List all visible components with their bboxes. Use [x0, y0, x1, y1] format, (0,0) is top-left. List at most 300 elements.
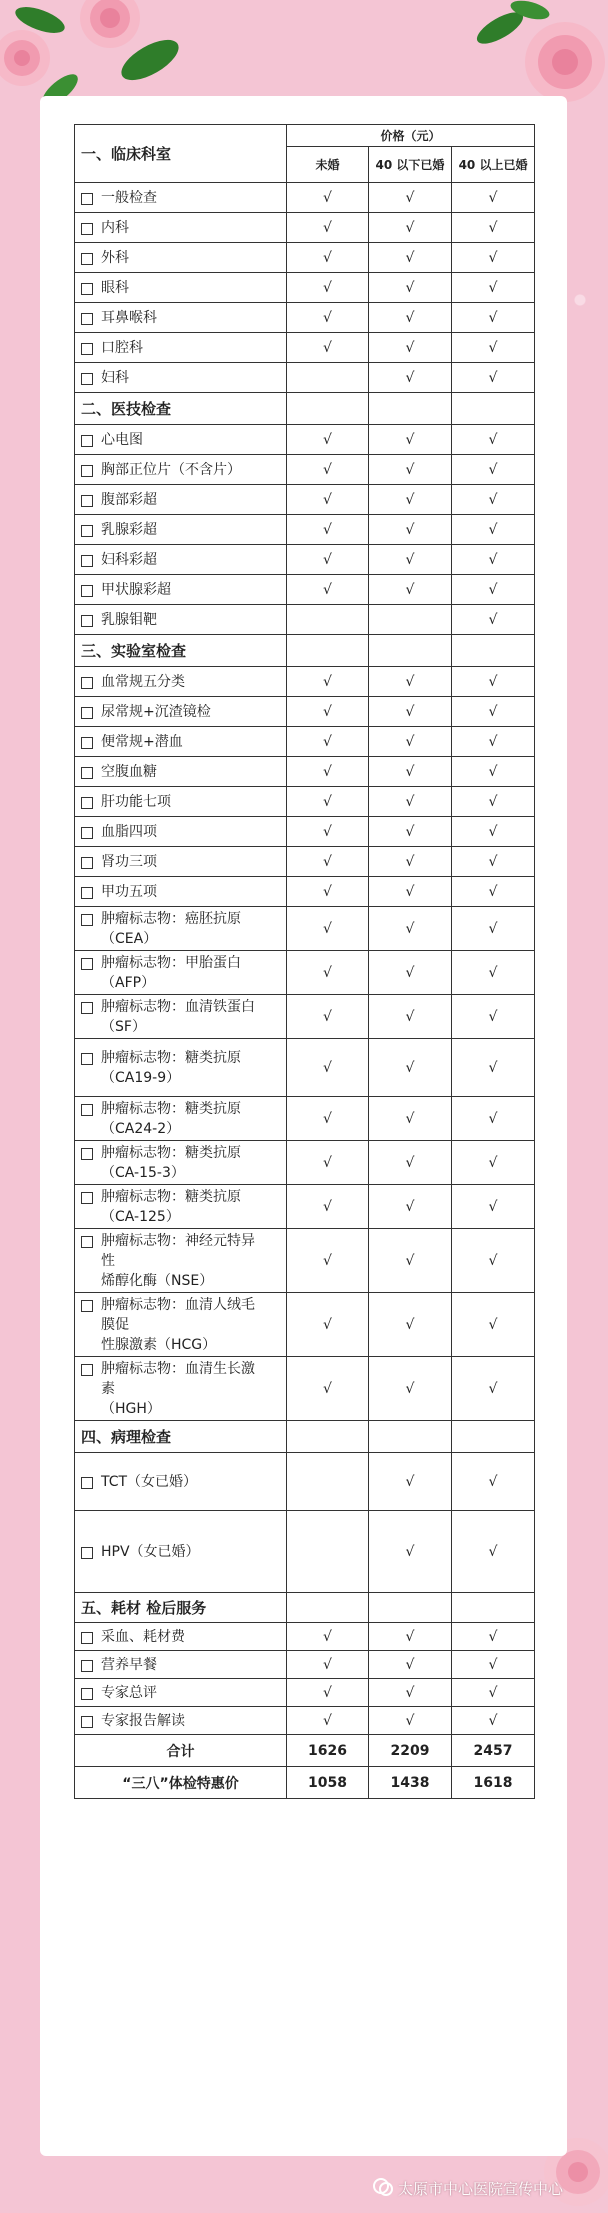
table-row — [75, 1097, 535, 1141]
check-mark-cell: √ — [369, 425, 452, 455]
check-mark-cell: √ — [452, 485, 535, 515]
check-mark-cell: √ — [287, 333, 369, 363]
checkup-price-table — [74, 124, 535, 1799]
check-mark-cell: √ — [287, 273, 369, 303]
check-mark-cell: √ — [287, 425, 369, 455]
item-label: 空腹血糖 — [101, 763, 157, 780]
item-cell — [75, 243, 287, 273]
item-label: 专家总评 — [101, 1684, 157, 1701]
empty-cell — [452, 1593, 535, 1623]
checkbox-icon[interactable] — [81, 707, 93, 719]
check-mark-cell: √ — [452, 213, 535, 243]
check-mark-cell: √ — [287, 575, 369, 605]
check-mark-cell: √ — [369, 1185, 452, 1229]
check-mark-cell: √ — [452, 951, 535, 995]
table-row — [75, 697, 535, 727]
checkbox-icon[interactable] — [81, 827, 93, 839]
check-mark-cell: √ — [369, 1707, 452, 1735]
check-mark-cell: √ — [369, 847, 452, 877]
item-cell — [75, 1097, 287, 1141]
check-mark-cell: √ — [369, 545, 452, 575]
item-label: HPV（女已婚） — [101, 1543, 200, 1560]
check-mark-cell: √ — [452, 455, 535, 485]
item-cell — [75, 1185, 287, 1229]
check-mark-cell: √ — [287, 847, 369, 877]
checkbox-icon[interactable] — [81, 525, 93, 537]
table-row — [75, 213, 535, 243]
item-cell — [75, 787, 287, 817]
section-row — [75, 393, 535, 425]
item-cell — [75, 605, 287, 635]
item-cell — [75, 303, 287, 333]
empty-cell — [369, 393, 452, 425]
check-mark-cell: √ — [287, 907, 369, 951]
table-row — [75, 605, 535, 635]
check-mark-cell: √ — [452, 333, 535, 363]
checkbox-icon[interactable] — [81, 343, 93, 355]
item-label: 耳鼻喉科 — [101, 309, 157, 326]
check-mark-cell: √ — [452, 907, 535, 951]
table-row — [75, 847, 535, 877]
check-mark-cell: √ — [452, 1185, 535, 1229]
item-label: 肿瘤标志物：癌胚抗原 （CEA） — [101, 910, 241, 947]
checkbox-icon[interactable] — [81, 857, 93, 869]
item-cell — [75, 847, 287, 877]
checkbox-icon[interactable] — [81, 495, 93, 507]
table-row — [75, 515, 535, 545]
table-header-row — [75, 125, 535, 147]
item-label: 胸部正位片（不含片） — [101, 461, 241, 478]
item-label: 甲状腺彩超 — [101, 581, 171, 598]
table-row — [75, 363, 535, 393]
table-row — [75, 1651, 535, 1679]
table-row — [75, 575, 535, 605]
check-mark-cell — [287, 1453, 369, 1511]
total-value: 2457 — [452, 1735, 535, 1767]
check-mark-cell: √ — [369, 303, 452, 333]
empty-cell — [287, 635, 369, 667]
item-cell — [75, 1229, 287, 1293]
check-mark-cell: √ — [369, 1141, 452, 1185]
item-label: 肿瘤标志物：糖类抗原 （CA19-9） — [101, 1049, 241, 1086]
item-label: 眼科 — [101, 279, 129, 296]
check-mark-cell: √ — [287, 1651, 369, 1679]
item-cell — [75, 1511, 287, 1593]
check-mark-cell: √ — [287, 787, 369, 817]
watermark-text: 太原市中心医院宣传中心 — [398, 2180, 564, 2198]
table-row — [75, 787, 535, 817]
checkbox-icon[interactable] — [81, 223, 93, 235]
checkbox-icon[interactable] — [81, 193, 93, 205]
section-row — [75, 1593, 535, 1623]
checkbox-icon[interactable] — [81, 615, 93, 627]
table-row — [75, 951, 535, 995]
check-mark-cell: √ — [369, 1293, 452, 1357]
check-mark-cell: √ — [452, 667, 535, 697]
checkbox-icon[interactable] — [81, 283, 93, 295]
check-mark-cell: √ — [369, 485, 452, 515]
item-cell — [75, 455, 287, 485]
check-mark-cell: √ — [452, 1651, 535, 1679]
item-label: 肿瘤标志物：甲胎蛋白 （AFP） — [101, 954, 241, 991]
table-row — [75, 1039, 535, 1097]
rose-top-left-icon — [0, 0, 210, 110]
check-mark-cell: √ — [452, 545, 535, 575]
table-row — [75, 1141, 535, 1185]
total-label: 合计 — [75, 1735, 287, 1767]
item-cell — [75, 485, 287, 515]
check-mark-cell: √ — [452, 605, 535, 635]
check-mark-cell: √ — [452, 1039, 535, 1097]
total-value: 2209 — [369, 1735, 452, 1767]
check-mark-cell: √ — [287, 455, 369, 485]
item-label: 妇科 — [101, 369, 129, 386]
checkbox-icon[interactable] — [81, 465, 93, 477]
check-mark-cell: √ — [369, 183, 452, 213]
checkbox-icon[interactable] — [81, 1547, 93, 1559]
check-mark-cell: √ — [287, 1229, 369, 1293]
section-title: 四、病理检查 — [75, 1421, 287, 1453]
checkbox-icon[interactable] — [81, 1632, 93, 1644]
checkbox-icon[interactable] — [81, 1053, 93, 1065]
checkbox-icon[interactable] — [81, 585, 93, 597]
checkbox-icon[interactable] — [81, 1364, 93, 1376]
item-label: 营养早餐 — [101, 1656, 157, 1673]
table-row — [75, 485, 535, 515]
check-mark-cell: √ — [452, 515, 535, 545]
item-label: 尿常规+沉渣镜检 — [101, 703, 211, 720]
check-mark-cell: √ — [452, 303, 535, 333]
checkbox-icon[interactable] — [81, 1148, 93, 1160]
check-mark-cell: √ — [287, 515, 369, 545]
check-mark-cell: √ — [287, 951, 369, 995]
item-label: 甲功五项 — [101, 883, 157, 900]
item-label: 肿瘤标志物：神经元特异 性 烯醇化酶（NSE） — [101, 1232, 255, 1289]
item-cell — [75, 1357, 287, 1421]
check-mark-cell: √ — [287, 485, 369, 515]
item-cell — [75, 877, 287, 907]
check-mark-cell — [287, 1511, 369, 1593]
table-row — [75, 1453, 535, 1511]
check-mark-cell: √ — [452, 1229, 535, 1293]
item-label: 肾功三项 — [101, 853, 157, 870]
wechat-logo-icon — [372, 2176, 394, 2198]
table-row — [75, 1511, 535, 1593]
checkbox-icon[interactable] — [81, 1660, 93, 1672]
check-mark-cell: √ — [452, 1293, 535, 1357]
checkbox-icon[interactable] — [81, 1688, 93, 1700]
check-mark-cell: √ — [287, 1185, 369, 1229]
check-mark-cell: √ — [369, 667, 452, 697]
item-label: 肿瘤标志物：血清铁蛋白 （SF） — [101, 998, 255, 1035]
price-header: 价格（元） — [287, 125, 535, 147]
category-header: 一、临床科室 — [75, 125, 287, 183]
checkbox-icon[interactable] — [81, 958, 93, 970]
item-cell — [75, 727, 287, 757]
checkbox-icon[interactable] — [81, 1192, 93, 1204]
checkbox-icon[interactable] — [81, 797, 93, 809]
check-mark-cell: √ — [369, 1039, 452, 1097]
checkbox-icon[interactable] — [81, 1716, 93, 1728]
check-mark-cell: √ — [369, 333, 452, 363]
item-cell — [75, 757, 287, 787]
item-cell — [75, 545, 287, 575]
item-cell — [75, 273, 287, 303]
check-mark-cell: √ — [287, 1707, 369, 1735]
check-mark-cell: √ — [287, 545, 369, 575]
check-mark-cell: √ — [369, 515, 452, 545]
section-row — [75, 635, 535, 667]
checkbox-icon[interactable] — [81, 1300, 93, 1312]
item-label: 专家报告解读 — [101, 1712, 185, 1729]
check-mark-cell: √ — [369, 1097, 452, 1141]
check-mark-cell: √ — [369, 273, 452, 303]
check-mark-cell: √ — [369, 1623, 452, 1651]
check-mark-cell: √ — [369, 951, 452, 995]
table-row — [75, 877, 535, 907]
check-mark-cell: √ — [369, 727, 452, 757]
checkbox-icon[interactable] — [81, 887, 93, 899]
col-header-unmarried: 未婚 — [287, 147, 369, 183]
total-value: 1618 — [452, 1767, 535, 1799]
check-mark-cell: √ — [452, 817, 535, 847]
check-mark-cell: √ — [287, 757, 369, 787]
empty-cell — [452, 635, 535, 667]
check-mark-cell: √ — [452, 877, 535, 907]
check-mark-cell: √ — [452, 243, 535, 273]
checkbox-icon[interactable] — [81, 1477, 93, 1489]
check-mark-cell: √ — [287, 1141, 369, 1185]
check-mark-cell: √ — [452, 995, 535, 1039]
check-mark-cell: √ — [369, 1651, 452, 1679]
check-mark-cell: √ — [452, 1453, 535, 1511]
checkbox-icon[interactable] — [81, 1104, 93, 1116]
table-row — [75, 1623, 535, 1651]
checkbox-icon[interactable] — [81, 677, 93, 689]
checkbox-icon[interactable] — [81, 737, 93, 749]
table-row — [75, 425, 535, 455]
section-title: 三、实验室检查 — [75, 635, 287, 667]
item-cell — [75, 1707, 287, 1735]
item-cell — [75, 817, 287, 847]
table-row — [75, 907, 535, 951]
checkbox-icon[interactable] — [81, 313, 93, 325]
item-cell — [75, 1651, 287, 1679]
table-row — [75, 455, 535, 485]
total-label: “三八”体检特惠价 — [75, 1767, 287, 1799]
check-mark-cell: √ — [369, 1679, 452, 1707]
item-cell — [75, 1141, 287, 1185]
item-cell — [75, 667, 287, 697]
checkbox-icon[interactable] — [81, 435, 93, 447]
empty-cell — [452, 1421, 535, 1453]
item-label: 乳腺钼靶 — [101, 611, 157, 628]
check-mark-cell: √ — [369, 243, 452, 273]
total-value: 1438 — [369, 1767, 452, 1799]
item-label: 便常规+潜血 — [101, 733, 183, 750]
item-label: 外科 — [101, 249, 129, 266]
total-row — [75, 1767, 535, 1799]
table-row — [75, 757, 535, 787]
item-label: 心电图 — [101, 431, 143, 448]
check-mark-cell: √ — [452, 1511, 535, 1593]
table-row — [75, 1185, 535, 1229]
item-cell — [75, 213, 287, 243]
total-value: 1626 — [287, 1735, 369, 1767]
item-cell — [75, 995, 287, 1039]
check-mark-cell: √ — [287, 1679, 369, 1707]
item-label: 腹部彩超 — [101, 491, 157, 508]
empty-cell — [287, 1421, 369, 1453]
item-label: TCT（女已婚） — [101, 1473, 198, 1490]
item-cell — [75, 1039, 287, 1097]
table-row — [75, 995, 535, 1039]
check-mark-cell: √ — [287, 697, 369, 727]
table-row — [75, 1707, 535, 1735]
check-mark-cell: √ — [452, 273, 535, 303]
item-label: 妇科彩超 — [101, 551, 157, 568]
item-label: 肝功能七项 — [101, 793, 171, 810]
check-mark-cell: √ — [287, 727, 369, 757]
section-row — [75, 1421, 535, 1453]
table-row — [75, 303, 535, 333]
checkbox-icon[interactable] — [81, 914, 93, 926]
check-mark-cell: √ — [287, 667, 369, 697]
check-mark-cell: √ — [369, 1357, 452, 1421]
check-mark-cell: √ — [287, 877, 369, 907]
total-value: 1058 — [287, 1767, 369, 1799]
check-mark-cell: √ — [369, 787, 452, 817]
checkbox-icon[interactable] — [81, 373, 93, 385]
check-mark-cell: √ — [369, 575, 452, 605]
table-row — [75, 183, 535, 213]
check-mark-cell: √ — [287, 1293, 369, 1357]
check-mark-cell: √ — [369, 1511, 452, 1593]
col-header-over40-married: 40 以上已婚 — [452, 147, 535, 183]
item-cell — [75, 951, 287, 995]
item-cell — [75, 697, 287, 727]
item-cell — [75, 1293, 287, 1357]
check-mark-cell: √ — [452, 697, 535, 727]
check-mark-cell: √ — [369, 817, 452, 847]
empty-cell — [452, 393, 535, 425]
item-label: 肿瘤标志物：血清生长激 素 （HGH） — [101, 1360, 255, 1417]
check-mark-cell: √ — [369, 213, 452, 243]
item-label: 采血、耗材费 — [101, 1628, 185, 1645]
empty-cell — [287, 1593, 369, 1623]
checkbox-icon[interactable] — [81, 253, 93, 265]
check-mark-cell: √ — [287, 303, 369, 333]
item-label: 血常规五分类 — [101, 673, 185, 690]
check-mark-cell: √ — [452, 425, 535, 455]
check-mark-cell: √ — [452, 183, 535, 213]
check-mark-cell: √ — [369, 907, 452, 951]
table-row — [75, 273, 535, 303]
check-mark-cell: √ — [287, 183, 369, 213]
check-mark-cell: √ — [452, 757, 535, 787]
check-mark-cell: √ — [287, 213, 369, 243]
check-mark-cell: √ — [287, 1357, 369, 1421]
item-cell — [75, 515, 287, 545]
item-label: 乳腺彩超 — [101, 521, 157, 538]
item-cell — [75, 1453, 287, 1511]
table-row — [75, 727, 535, 757]
check-mark-cell: √ — [452, 727, 535, 757]
item-label: 肿瘤标志物：糖类抗原 （CA24-2） — [101, 1100, 241, 1137]
check-mark-cell: √ — [287, 1097, 369, 1141]
item-cell — [75, 1623, 287, 1651]
check-mark-cell: √ — [452, 1679, 535, 1707]
checkbox-icon[interactable] — [81, 1236, 93, 1248]
check-mark-cell: √ — [452, 1141, 535, 1185]
checkbox-icon[interactable] — [81, 555, 93, 567]
check-mark-cell — [287, 605, 369, 635]
check-mark-cell: √ — [369, 697, 452, 727]
check-mark-cell: √ — [369, 877, 452, 907]
check-mark-cell: √ — [452, 1707, 535, 1735]
empty-cell — [369, 1593, 452, 1623]
item-label: 一般检查 — [101, 189, 157, 206]
check-mark-cell: √ — [369, 363, 452, 393]
check-mark-cell: √ — [369, 995, 452, 1039]
item-cell — [75, 907, 287, 951]
section-title: 五、耗材 检后服务 — [75, 1593, 287, 1623]
item-label: 内科 — [101, 219, 129, 236]
check-mark-cell: √ — [369, 455, 452, 485]
check-mark-cell: √ — [369, 1229, 452, 1293]
check-mark-cell: √ — [452, 787, 535, 817]
item-label: 肿瘤标志物：糖类抗原 （CA-15-3） — [101, 1144, 241, 1181]
check-mark-cell: √ — [369, 1453, 452, 1511]
item-label: 肿瘤标志物：血清人绒毛 膜促 性腺激素（HCG） — [101, 1296, 255, 1353]
checkbox-icon[interactable] — [81, 767, 93, 779]
table-row — [75, 667, 535, 697]
table-row — [75, 1229, 535, 1293]
item-cell — [75, 183, 287, 213]
check-mark-cell: √ — [287, 1623, 369, 1651]
table-row — [75, 817, 535, 847]
check-mark-cell: √ — [452, 1623, 535, 1651]
empty-cell — [369, 635, 452, 667]
item-label: 口腔科 — [101, 339, 143, 356]
check-mark-cell — [287, 363, 369, 393]
check-mark-cell: √ — [452, 847, 535, 877]
item-cell — [75, 425, 287, 455]
section-title: 二、医技检查 — [75, 393, 287, 425]
item-label: 肿瘤标志物：糖类抗原 （CA-125） — [101, 1188, 241, 1225]
total-row — [75, 1735, 535, 1767]
check-mark-cell: √ — [287, 817, 369, 847]
empty-cell — [287, 393, 369, 425]
item-cell — [75, 575, 287, 605]
check-mark-cell: √ — [452, 1097, 535, 1141]
item-label: 血脂四项 — [101, 823, 157, 840]
check-mark-cell: √ — [287, 243, 369, 273]
check-mark-cell: √ — [452, 575, 535, 605]
checkbox-icon[interactable] — [81, 1002, 93, 1014]
table-row — [75, 1357, 535, 1421]
col-header-under40-married: 40 以下已婚 — [369, 147, 452, 183]
item-cell — [75, 333, 287, 363]
table-row — [75, 1293, 535, 1357]
check-mark-cell: √ — [369, 757, 452, 787]
check-mark-cell: √ — [452, 363, 535, 393]
check-mark-cell: √ — [452, 1357, 535, 1421]
empty-cell — [369, 1421, 452, 1453]
table-row — [75, 243, 535, 273]
table-row — [75, 1679, 535, 1707]
check-mark-cell: √ — [287, 995, 369, 1039]
